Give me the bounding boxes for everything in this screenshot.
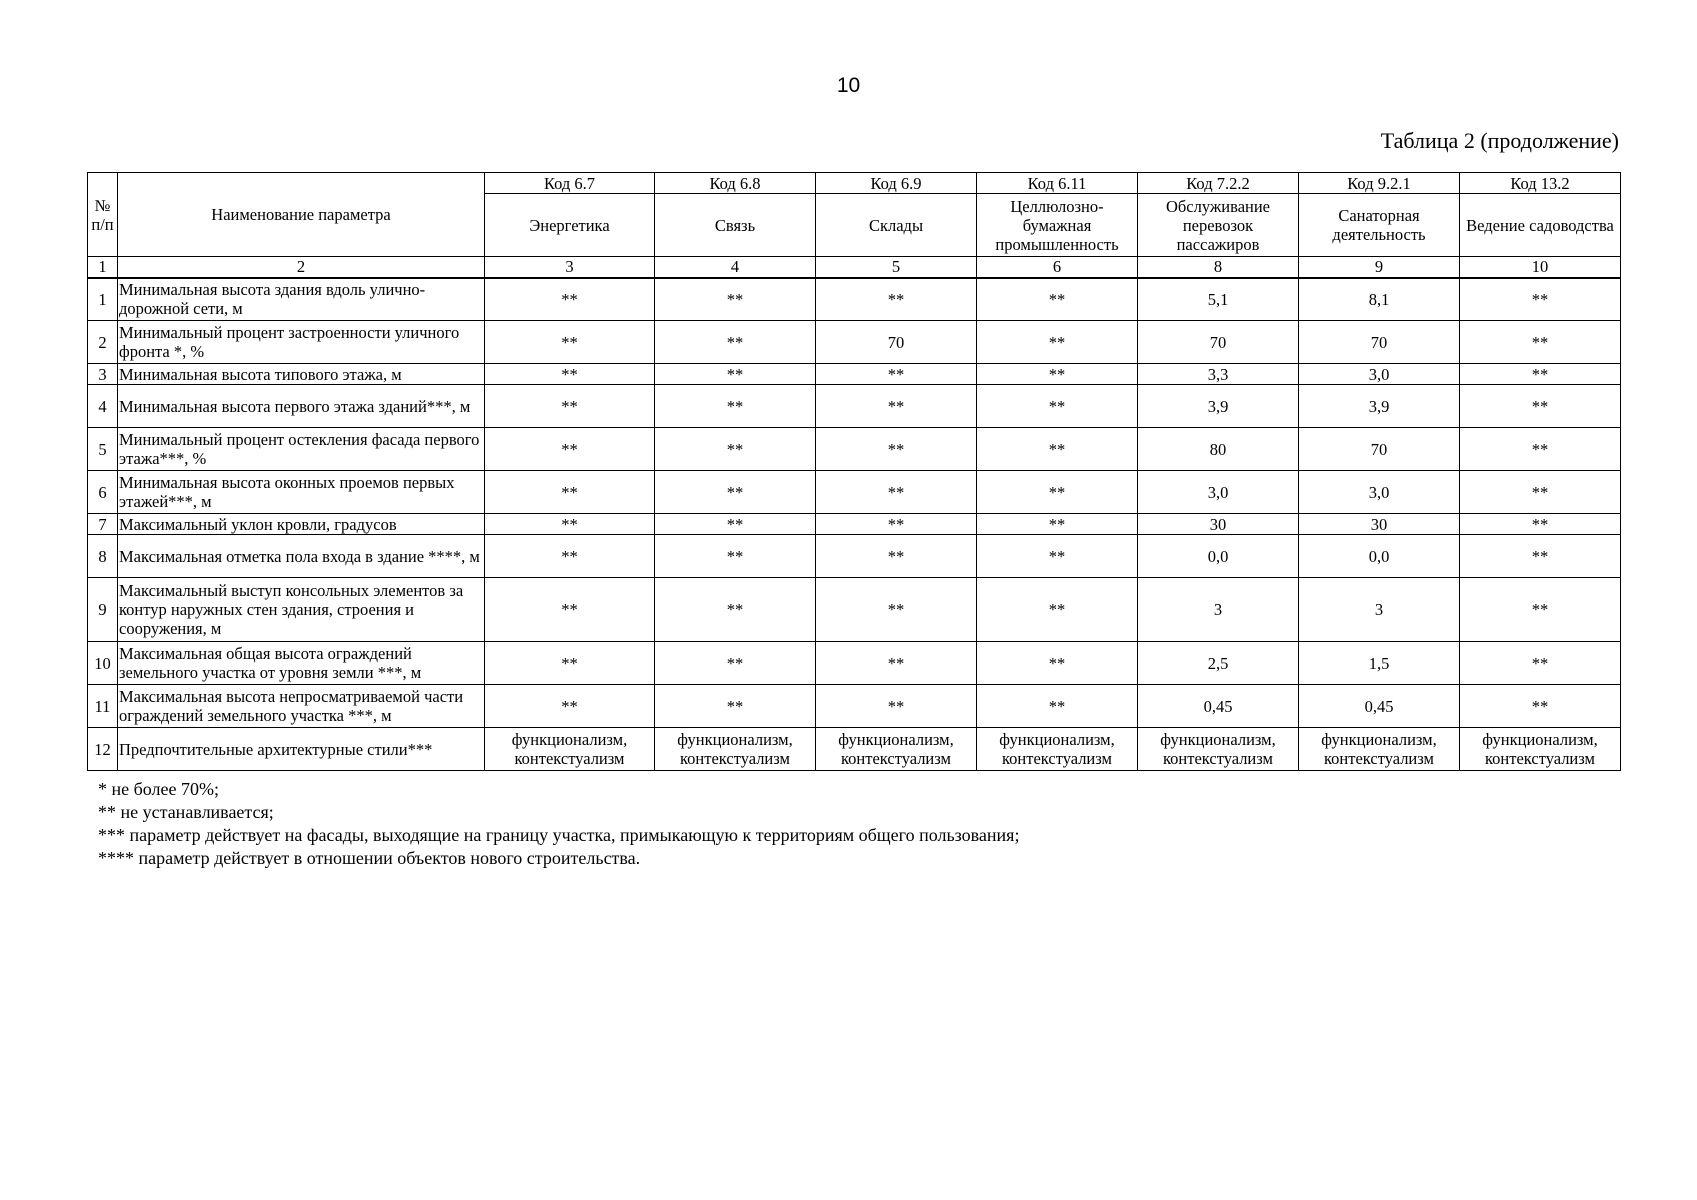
value-cell: ** (485, 685, 655, 728)
table-row (88, 471, 1621, 514)
value-cell: ** (977, 278, 1138, 321)
value-cell: ** (977, 471, 1138, 514)
value-cell: 3 (1138, 578, 1299, 642)
footnote: **** параметр действует в отношении объектов нового строительства. (98, 848, 641, 868)
column-number-cell: 10 (1460, 257, 1621, 278)
value-cell: ** (1460, 642, 1621, 685)
header-code-cell: Код 6.7 (485, 173, 655, 194)
column-number-cell: 5 (816, 257, 977, 278)
value-cell: 0,45 (1299, 685, 1460, 728)
value-cell: функционализм, контекстуализм (485, 728, 655, 771)
value-cell: ** (655, 535, 816, 578)
parameter-name-cell: Максимальный выступ консольных элементов за контур наружных стен здания, строения и сооружения, м (118, 578, 485, 642)
value-cell: ** (1460, 278, 1621, 321)
value-cell: ** (655, 278, 816, 321)
column-number-cell: 3 (485, 257, 655, 278)
header-code-cell: Код 6.8 (655, 173, 816, 194)
header-name-cell: Наименование параметра (118, 173, 485, 257)
value-cell: ** (1460, 364, 1621, 385)
value-cell: ** (977, 428, 1138, 471)
value-cell: ** (1460, 321, 1621, 364)
value-cell: ** (655, 642, 816, 685)
table-row (88, 514, 1621, 535)
parameter-name-cell: Минимальная высота здания вдоль улично-дорожной сети, м (118, 278, 485, 321)
value-cell: 70 (1299, 321, 1460, 364)
value-cell: ** (977, 685, 1138, 728)
value-cell: ** (816, 364, 977, 385)
value-cell: ** (485, 471, 655, 514)
header-num-cell: № п/п (88, 173, 118, 257)
header-code-cell: Код 7.2.2 (1138, 173, 1299, 194)
table-row (88, 642, 1621, 685)
value-cell: функционализм, контекстуализм (1460, 728, 1621, 771)
value-cell: 0,0 (1138, 535, 1299, 578)
value-cell: ** (816, 471, 977, 514)
value-cell: ** (816, 685, 977, 728)
value-cell: ** (655, 321, 816, 364)
parameter-name-cell: Максимальный уклон кровли, градусов (118, 514, 485, 535)
parameter-name-cell: Максимальная отметка пола входа в здание ****, м (118, 535, 485, 578)
footnote: ** не устанавливается; (98, 802, 274, 822)
value-cell: ** (816, 514, 977, 535)
table-row (88, 321, 1621, 364)
value-cell: ** (655, 428, 816, 471)
header-title-cell: Целлюлозно-бумажная промышленность (977, 194, 1138, 257)
value-cell: 70 (1138, 321, 1299, 364)
value-cell: ** (655, 471, 816, 514)
parameter-name-cell: Максимальная общая высота ограждений земельного участка от уровня земли ***, м (118, 642, 485, 685)
table-row (88, 364, 1621, 385)
table-row (88, 535, 1621, 578)
value-cell: 0,0 (1299, 535, 1460, 578)
value-cell: 3,3 (1138, 364, 1299, 385)
footnote: *** параметр действует на фасады, выходящие на границу участка, примыкающую к территориям общего пользования; (98, 825, 1020, 845)
value-cell: 3,9 (1138, 385, 1299, 428)
header-title-cell: Санаторная деятельность (1299, 194, 1460, 257)
value-cell: 5,1 (1138, 278, 1299, 321)
value-cell: ** (485, 385, 655, 428)
header-code-cell: Код 13.2 (1460, 173, 1621, 194)
value-cell: функционализм, контекстуализм (1299, 728, 1460, 771)
table-row (88, 685, 1621, 728)
value-cell: ** (655, 364, 816, 385)
value-cell: ** (816, 535, 977, 578)
value-cell: ** (485, 578, 655, 642)
column-number-cell: 1 (88, 257, 118, 278)
value-cell: ** (977, 385, 1138, 428)
value-cell: 3,0 (1299, 471, 1460, 514)
value-cell: 70 (1299, 428, 1460, 471)
header-title-cell: Склады (816, 194, 977, 257)
value-cell: ** (485, 278, 655, 321)
row-number-cell: 7 (88, 514, 118, 535)
row-number-cell: 6 (88, 471, 118, 514)
table-row (88, 428, 1621, 471)
footnote: * не более 70%; (98, 779, 219, 799)
value-cell: ** (485, 535, 655, 578)
header-title-cell: Связь (655, 194, 816, 257)
parameter-name-cell: Максимальная высота непросматриваемой части ограждений земельного участка ***, м (118, 685, 485, 728)
value-cell: ** (977, 535, 1138, 578)
value-cell: ** (1460, 471, 1621, 514)
value-cell: ** (977, 642, 1138, 685)
value-cell: ** (485, 321, 655, 364)
parameter-name-cell: Минимальная высота оконных проемов первых этажей***, м (118, 471, 485, 514)
value-cell: 70 (816, 321, 977, 364)
value-cell: ** (1460, 428, 1621, 471)
column-number-cell: 9 (1299, 257, 1460, 278)
table-row (88, 578, 1621, 642)
parameter-name-cell: Минимальный процент застроенности уличного фронта *, % (118, 321, 485, 364)
row-number-cell: 8 (88, 535, 118, 578)
table-caption: Таблица 2 (продолжение) (1380, 128, 1619, 153)
parameters-table (87, 172, 1621, 771)
value-cell: ** (485, 642, 655, 685)
header-title-cell: Обслуживание перевозок пассажиров (1138, 194, 1299, 257)
header-code-cell: Код 9.2.1 (1299, 173, 1460, 194)
value-cell: ** (1460, 578, 1621, 642)
value-cell: ** (977, 364, 1138, 385)
header-title-cell: Энергетика (485, 194, 655, 257)
row-number-cell: 4 (88, 385, 118, 428)
value-cell: ** (485, 428, 655, 471)
value-cell: функционализм, контекстуализм (1138, 728, 1299, 771)
value-cell: функционализм, контекстуализм (977, 728, 1138, 771)
value-cell: ** (1460, 685, 1621, 728)
row-number-cell: 3 (88, 364, 118, 385)
row-number-cell: 12 (88, 728, 118, 771)
value-cell: 80 (1138, 428, 1299, 471)
value-cell: 8,1 (1299, 278, 1460, 321)
value-cell: ** (485, 514, 655, 535)
parameter-name-cell: Минимальный процент остекления фасада первого этажа***, % (118, 428, 485, 471)
value-cell: 3,0 (1138, 471, 1299, 514)
value-cell: 30 (1138, 514, 1299, 535)
value-cell: ** (816, 642, 977, 685)
value-cell: ** (816, 278, 977, 321)
value-cell: ** (977, 578, 1138, 642)
value-cell: 3 (1299, 578, 1460, 642)
parameter-name-cell: Минимальная высота первого этажа зданий***, м (118, 385, 485, 428)
table-row (88, 728, 1621, 771)
header-code-cell: Код 6.11 (977, 173, 1138, 194)
table-row (88, 278, 1621, 321)
table-row (88, 385, 1621, 428)
row-number-cell: 2 (88, 321, 118, 364)
value-cell: 30 (1299, 514, 1460, 535)
row-number-cell: 9 (88, 578, 118, 642)
column-number-cell: 8 (1138, 257, 1299, 278)
column-number-cell: 4 (655, 257, 816, 278)
value-cell: ** (1460, 514, 1621, 535)
value-cell: ** (977, 514, 1138, 535)
footnotes (98, 778, 1019, 870)
value-cell: ** (655, 685, 816, 728)
value-cell: ** (1460, 385, 1621, 428)
page-number: 10 (836, 74, 861, 97)
parameter-name-cell: Минимальная высота типового этажа, м (118, 364, 485, 385)
value-cell: ** (816, 385, 977, 428)
value-cell: ** (816, 578, 977, 642)
value-cell: ** (1460, 535, 1621, 578)
row-number-cell: 1 (88, 278, 118, 321)
value-cell: ** (655, 514, 816, 535)
value-cell: 0,45 (1138, 685, 1299, 728)
value-cell: ** (655, 385, 816, 428)
value-cell: 3,9 (1299, 385, 1460, 428)
value-cell: ** (816, 428, 977, 471)
header-title-cell: Ведение садоводства (1460, 194, 1621, 257)
value-cell: ** (977, 321, 1138, 364)
value-cell: 3,0 (1299, 364, 1460, 385)
value-cell: 2,5 (1138, 642, 1299, 685)
value-cell: ** (655, 578, 816, 642)
row-number-cell: 10 (88, 642, 118, 685)
row-number-cell: 5 (88, 428, 118, 471)
parameter-name-cell: Предпочтительные архитектурные стили*** (118, 728, 485, 771)
value-cell: функционализм, контекстуализм (655, 728, 816, 771)
value-cell: ** (485, 364, 655, 385)
column-number-cell: 6 (977, 257, 1138, 278)
row-number-cell: 11 (88, 685, 118, 728)
value-cell: функционализм, контекстуализм (816, 728, 977, 771)
column-number-cell: 2 (118, 257, 485, 278)
header-code-cell: Код 6.9 (816, 173, 977, 194)
value-cell: 1,5 (1299, 642, 1460, 685)
